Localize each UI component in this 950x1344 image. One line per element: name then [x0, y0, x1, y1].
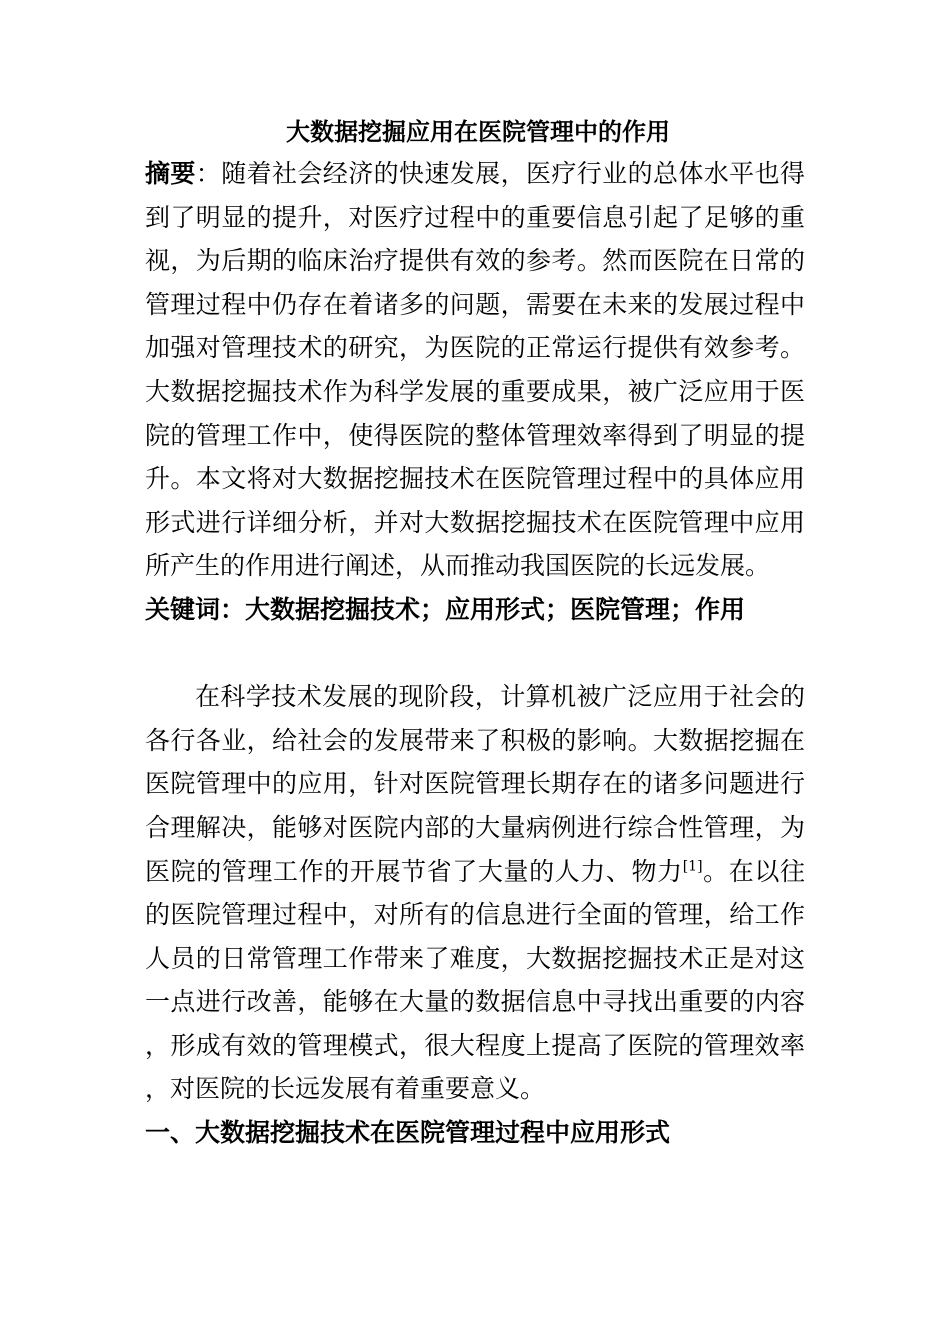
document-body: [145, 112, 805, 1155]
intro-paragraph: [145, 675, 805, 1111]
document-title: 大数据挖掘应用在医院管理中的作用: [286, 117, 670, 146]
citation-marker: [1]: [682, 858, 703, 875]
intro-text-part2: 。在以往的医院管理过程中，对所有的信息进行全面的管理，给工作人员的日常管理工作带来了难度，大数据挖掘技术正是对这一点进行改善，能够在大量的数据信息中寻找出重要的内容，形成有效的管理模式，很大程度上提高了医院的管理效率，对医院的长远发展有着重要意义。: [145, 856, 805, 1104]
abstract-text: 随着社会经济的快速发展，医疗行业的总体水平也得到了明显的提升，对医疗过程中的重要信息引起了足够的重视，为后期的临床治疗提供有效的参考。然而医院在日常的管理过程中仍存在着诸多的问题，需要在未来的发展过程中加强对管理技术的研究，为医院的正常运行提供有效参考。大数据挖掘技术作为科学发展的重要成果，被广泛应用于医院的管理工作中，使得医院的整体管理效率得到了明显的提升。本文将对大数据挖掘技术在医院管理过程中的具体应用形式进行详细分析，并对大数据挖掘技术在医院管理中应用所产生的作用进行阐述，从而推动我国医院的长远发展。: [145, 159, 805, 581]
paragraph-spacer: [145, 632, 805, 676]
keywords-line: 关键词：大数据挖掘技术；应用形式；医院管理；作用: [145, 594, 746, 624]
section-heading: 一、大数据挖掘技术在医院管理过程中应用形式: [145, 1118, 671, 1148]
abstract-paragraph: [145, 152, 805, 588]
abstract-label: 摘要: [145, 159, 196, 188]
intro-text-part1: 在科学技术发展的现阶段，计算机被广泛应用于社会的各行各业，给社会的发展带来了积极的影响。大数据挖掘在医院管理中的应用，针对医院管理长期存在的诸多问题进行合理解决，能够对医院内部的大量病例进行综合性管理，为医院的管理工作的开展节省了大量的人力、物力: [145, 682, 805, 886]
abstract-colon: ：: [195, 159, 222, 188]
